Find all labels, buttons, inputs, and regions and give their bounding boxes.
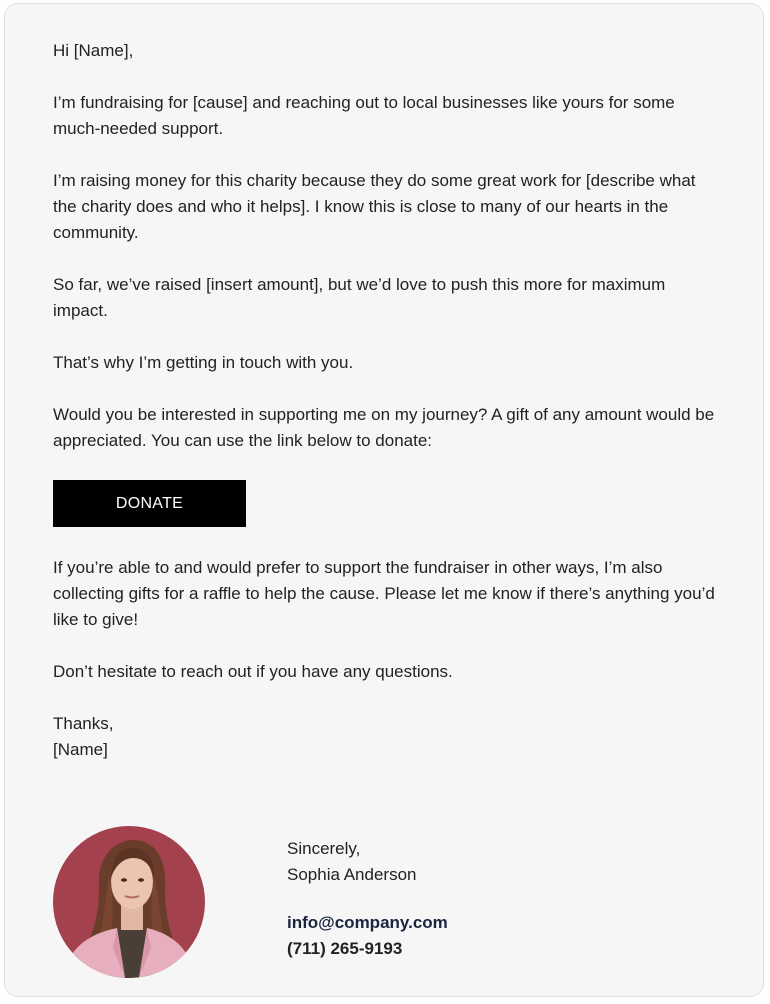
- signature-name: Sophia Anderson: [287, 865, 417, 884]
- closing: [53, 711, 723, 763]
- paragraph-raffle: If you’re able to and would prefer to support the fundraiser in other ways, I’m also collecting gifts for a raffle to help the cause. Please let me know if there’s anything you’d like to give!: [53, 558, 715, 629]
- signature: [287, 836, 448, 962]
- donate-button[interactable]: DONATE: [53, 480, 246, 527]
- greeting: Hi [Name],: [53, 41, 134, 60]
- paragraph-ask: Would you be interested in supporting me on my journey? A gift of any amount would be appreciated. You can use the link below to donate:: [53, 405, 715, 450]
- phone-number[interactable]: (711) 265-9193: [287, 939, 403, 958]
- contact-info: [287, 910, 448, 962]
- email-card: [4, 3, 764, 997]
- paragraph-questions: Don’t hesitate to reach out if you have any questions.: [53, 662, 453, 681]
- portrait-image: [53, 826, 205, 978]
- closing-name: [Name]: [53, 740, 108, 759]
- paragraph-charity: I’m raising money for this charity because they do some great work for [describe what the charity does and who it helps]. I know this is close to many of our hearts in the community.: [53, 171, 696, 242]
- paragraph-intro: I’m fundraising for [cause] and reaching out to local businesses like yours for some much-needed support.: [53, 93, 675, 138]
- paragraph-reason: That’s why I’m getting in touch with you.: [53, 353, 354, 372]
- email-link[interactable]: info@company.com: [287, 913, 448, 932]
- avatar: [53, 826, 205, 978]
- paragraph-progress: So far, we’ve raised [insert amount], but we’d love to push this more for maximum impact.: [53, 275, 666, 320]
- closing-thanks: Thanks,: [53, 714, 114, 733]
- signature-salutation: Sincerely,: [287, 839, 361, 858]
- letter-body: [53, 38, 723, 763]
